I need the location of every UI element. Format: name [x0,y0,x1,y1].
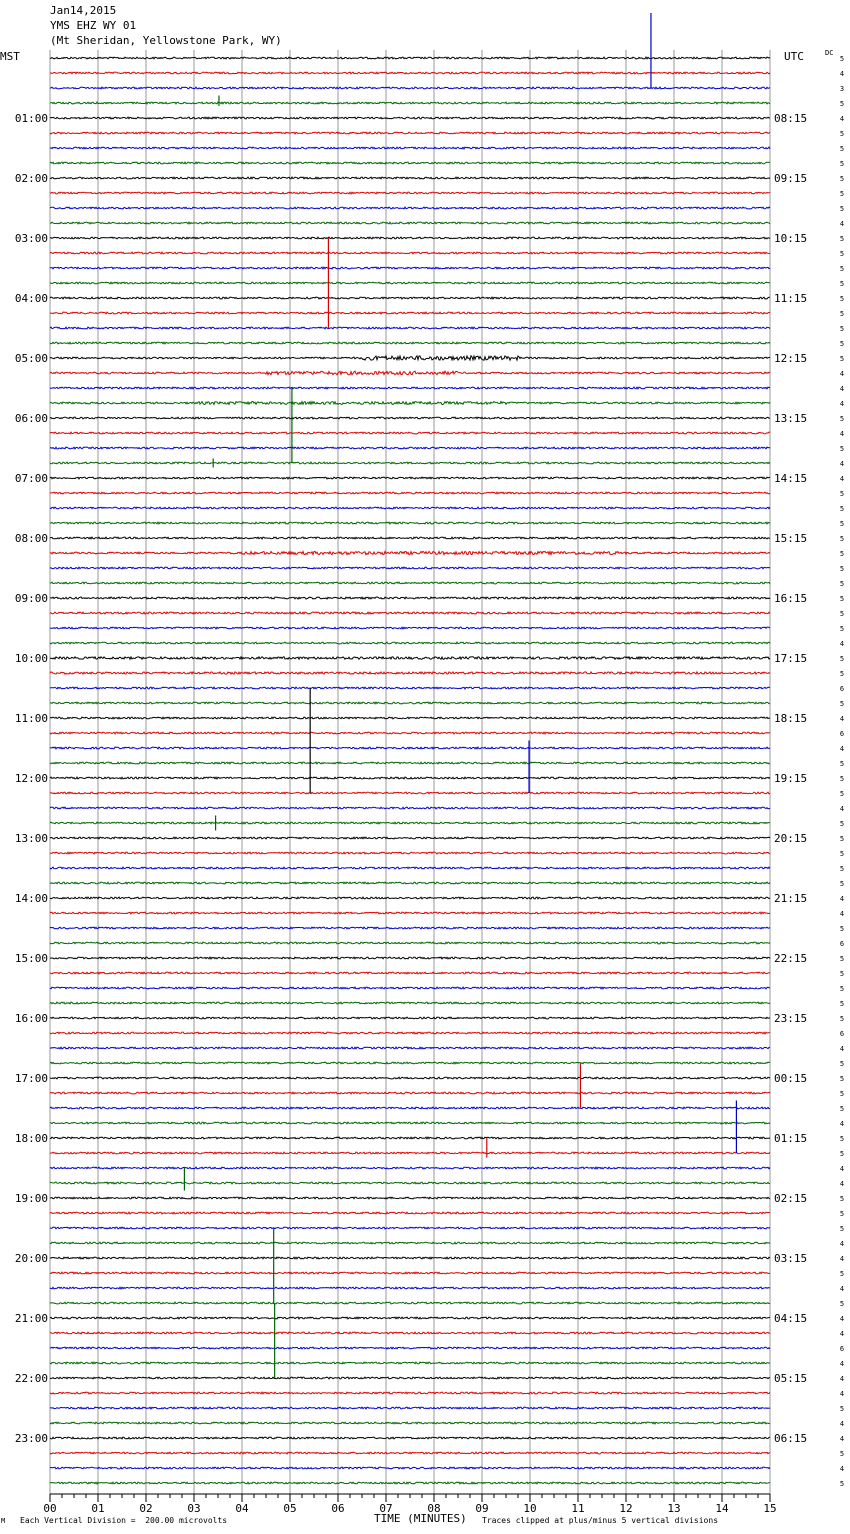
right-hour-label: 11:15 [774,292,808,305]
right-hour-label: 12:15 [774,352,808,365]
x-tick-label: 01 [91,1502,105,1515]
trace-row [50,551,770,554]
x-tick-label: 07 [379,1502,393,1515]
right-hour-label: 10:15 [774,232,808,245]
row-dc-value: 5 [839,250,845,258]
trace-row [50,897,770,899]
row-dc-value: 5 [839,1135,845,1143]
trace-row [50,1347,770,1349]
trace-row [50,1182,770,1184]
row-dc-value: 5 [839,100,845,108]
right-hour-label: 23:15 [774,1012,808,1025]
row-dc-value: 4 [839,910,845,918]
row-dc-value: 5 [839,160,845,168]
left-hour-label: 05:00 [14,352,48,365]
row-dc-value: 4 [839,1465,845,1473]
left-hour-label: 02:00 [14,172,48,185]
row-dc-value: 5 [839,610,845,618]
row-dc-value: 5 [839,190,845,198]
x-tick-label: 14 [715,1502,729,1515]
row-dc-value: 4 [839,1285,845,1293]
x-axis-title: TIME (MINUTES) [374,1512,467,1525]
trace-row [50,912,770,914]
corner-mark: M [1,1517,6,1525]
row-dc-value: 4 [839,1315,845,1323]
right-hour-label: 14:15 [774,472,808,485]
row-dc-value: 5 [839,205,845,213]
row-dc-value: 5 [839,670,845,678]
trace-row [50,417,770,419]
trace-row [50,1077,770,1079]
trace-row [50,597,770,599]
trace-row [50,1107,770,1109]
row-dc-value: 5 [839,1015,845,1023]
row-dc-value: 5 [839,415,845,423]
row-dc-value: 4 [839,1180,845,1188]
right-hour-label: 00:15 [774,1072,808,1085]
trace-row [50,1047,770,1049]
x-tick-label: 08 [427,1502,441,1515]
trace-row [50,1197,770,1199]
clip-note: Traces clipped at plus/minus 5 vertical divisions [482,1516,719,1525]
left-hour-label: 22:00 [14,1372,48,1385]
right-hour-label: 04:15 [774,1312,808,1325]
row-dc-value: 5 [839,850,845,858]
trace-row [50,1422,770,1424]
x-tick-label: 00 [43,1502,57,1515]
left-hour-label: 03:00 [14,232,48,245]
row-dc-value: 5 [839,1075,845,1083]
trace-row [50,282,770,284]
trace-row [50,237,770,239]
row-dc-value: 5 [839,520,845,528]
left-hour-label: 20:00 [14,1252,48,1265]
row-dc-value: 5 [839,1450,845,1458]
trace-row [50,72,770,74]
right-hour-label: 03:15 [774,1252,808,1265]
right-hour-label: 18:15 [774,712,808,725]
trace-row [50,1152,770,1154]
trace-row [50,1302,770,1304]
trace-row [50,867,770,869]
row-dc-value: 4 [839,1045,845,1053]
trace-row [50,1137,770,1139]
left-hour-label: 09:00 [14,592,48,605]
trace-row [50,1467,770,1469]
time-gridlines [50,50,770,1494]
row-dc-value: 5 [839,775,845,783]
right-timezone: UTC [784,50,804,63]
row-dc-value: 4 [839,385,845,393]
trace-row [50,1002,770,1004]
row-dc-value: 4 [839,1390,845,1398]
trace-row [50,117,770,119]
trace-row [50,852,770,854]
x-tick-label: 03 [187,1502,201,1515]
trace-row [50,837,770,839]
row-dc-value: 4 [839,1255,845,1263]
row-dc-value: 4 [839,475,845,483]
trace-row [50,1437,770,1439]
trace-row [50,537,770,539]
row-dc-value: 4 [839,1330,845,1338]
row-dc-value: 4 [839,715,845,723]
trace-row [50,1242,770,1244]
row-dc-value: 6 [839,1345,845,1353]
trace-row [50,1032,770,1034]
row-dc-value: 5 [839,325,845,333]
x-tick-label: 15 [763,1502,777,1515]
row-dc-value: 5 [839,880,845,888]
trace-row [50,747,770,749]
row-dc-value: 5 [839,295,845,303]
trace-row [50,567,770,569]
x-tick-label: 06 [331,1502,345,1515]
station-code: YMS EHZ WY 01 [50,19,137,32]
right-hour-label: 16:15 [774,592,808,605]
left-timezone: MST [0,50,20,63]
row-dc-value: 4 [839,370,845,378]
row-dc-value: 5 [839,175,845,183]
row-dc-value: 5 [839,1195,845,1203]
row-dc-value: 6 [839,730,845,738]
trace-row [50,147,770,149]
row-dc-value: 4 [839,640,845,648]
trace-row [50,312,770,314]
trace-row [50,356,770,360]
row-dc-value: 5 [839,1405,845,1413]
right-hour-label: 02:15 [774,1192,808,1205]
row-dc-value: 4 [839,400,845,408]
left-hour-label: 08:00 [14,532,48,545]
trace-row [50,627,770,629]
row-dc-value: 5 [839,1480,845,1488]
plot-date: Jan14,2015 [50,4,117,17]
row-dc-value: 5 [839,445,845,453]
row-dc-value: 5 [839,1210,845,1218]
left-hour-label: 01:00 [14,112,48,125]
trace-row [50,702,770,704]
row-dc-value: 5 [839,265,845,273]
row-dc-value: 4 [839,1420,845,1428]
row-dc-value: 5 [839,565,845,573]
trace-row [50,402,770,405]
row-dc-value: 5 [839,55,845,63]
trace-row [50,942,770,944]
trace-row [50,507,770,509]
row-dc-value: 5 [839,955,845,963]
trace-row [50,582,770,584]
row-dc-value: 5 [839,535,845,543]
trace-row [50,387,770,389]
row-dc-value: 5 [839,280,845,288]
x-tick-label: 12 [619,1502,633,1515]
trace-row [50,207,770,209]
left-hour-label: 18:00 [14,1132,48,1145]
right-hour-label: 22:15 [774,952,808,965]
trace-row [50,1017,770,1019]
row-dc-value: 3 [839,85,845,93]
trace-row [50,222,770,224]
trace-row [50,777,770,779]
row-dc-value: 4 [839,805,845,813]
right-hour-label: 21:15 [774,892,808,905]
row-dc-value: 5 [839,970,845,978]
right-hour-label: 05:15 [774,1372,808,1385]
trace-row [50,492,770,494]
trace-row [50,972,770,974]
left-hour-label: 16:00 [14,1012,48,1025]
row-dc-value: 4 [839,1120,845,1128]
left-hour-label: 10:00 [14,652,48,665]
trace-row [50,57,770,59]
row-dc-value: 5 [839,550,845,558]
trace-row [50,1212,770,1214]
trace-row [50,657,770,659]
trace-row [50,102,770,104]
row-dc-value: 5 [839,490,845,498]
row-dc-value: 5 [839,1090,845,1098]
trace-row [50,432,770,434]
row-dc-value: 5 [839,1300,845,1308]
row-dc-value: 5 [839,145,845,153]
left-hour-label: 21:00 [14,1312,48,1325]
trace-row [50,297,770,299]
trace-row [50,1257,770,1259]
row-dc-value: 5 [839,130,845,138]
row-dc-value: 5 [839,1000,845,1008]
left-hour-label: 19:00 [14,1192,48,1205]
trace-row [50,687,770,689]
station-location: (Mt Sheridan, Yellowstone Park, WY) [50,34,282,47]
left-hour-label: 23:00 [14,1432,48,1445]
trace-row [50,462,770,464]
trace-row [50,672,770,674]
row-dc-value: 5 [839,505,845,513]
left-hour-label: 12:00 [14,772,48,785]
row-dc-value: 5 [839,1225,845,1233]
right-hour-label: 17:15 [774,652,808,665]
row-dc-value: 5 [839,655,845,663]
row-dc-value: 4 [839,70,845,78]
row-dc-value: 5 [839,1060,845,1068]
trace-row [50,927,770,929]
right-hour-label: 20:15 [774,832,808,845]
row-dc-value: 5 [839,985,845,993]
trace-row [50,1452,770,1454]
right-hour-label: 01:15 [774,1132,808,1145]
row-dc-value: 5 [839,1105,845,1113]
row-dc-value: 4 [839,1375,845,1383]
right-hour-label: 09:15 [774,172,808,185]
x-tick-label: 05 [283,1502,297,1515]
right-hour-label: 19:15 [774,772,808,785]
row-dc-value: 5 [839,790,845,798]
row-dc-value: 5 [839,835,845,843]
trace-row [50,1122,770,1124]
x-tick-label: 10 [523,1502,537,1515]
row-dc-value: 5 [839,340,845,348]
trace-row [50,252,770,254]
trace-row [50,717,770,719]
trace-row [50,1062,770,1064]
row-dc-value: 4 [839,115,845,123]
row-dc-value: 4 [839,1360,845,1368]
x-tick-label: 04 [235,1502,249,1515]
trace-row [50,1287,770,1289]
row-dc-value: 5 [839,865,845,873]
row-dc-value: 5 [839,925,845,933]
trace-row [50,792,770,794]
row-dc-value: 4 [839,1165,845,1173]
row-dc-value: 5 [839,235,845,243]
trace-row [50,342,770,344]
row-dc-value: 5 [839,1270,845,1278]
trace-row [50,447,770,449]
left-hour-label: 04:00 [14,292,48,305]
trace-row [50,1272,770,1274]
trace-row [50,1407,770,1409]
trace-row [50,762,770,764]
left-hour-label: 13:00 [14,832,48,845]
right-hour-label: 08:15 [774,112,808,125]
right-hour-label: 13:15 [774,412,808,425]
row-dc-value: 5 [839,580,845,588]
trace-row [50,1362,770,1364]
left-hour-label: 07:00 [14,472,48,485]
row-dc-value: 5 [839,625,845,633]
row-dc-value: 6 [839,1030,845,1038]
trace-row [50,132,770,134]
trace-row [50,477,770,479]
trace-row [50,642,770,644]
right-hour-label: 06:15 [774,1432,808,1445]
row-dc-value: 5 [839,1150,845,1158]
row-dc-value: 5 [839,760,845,768]
trace-row [50,882,770,884]
dc-label: DC [825,49,834,57]
trace-row [50,1092,770,1094]
scale-note: Each Vertical Division = 200.00 microvolts [20,1516,228,1525]
trace-row [50,267,770,269]
trace-row [50,1167,770,1169]
row-dc-value: 4 [839,1435,845,1443]
trace-row [50,87,770,89]
left-hour-label: 06:00 [14,412,48,425]
trace-row [50,612,770,614]
trace-row [50,1377,770,1379]
trace-row [50,327,770,329]
trace-row [50,522,770,524]
trace-row [50,807,770,809]
row-dc-value: 6 [839,685,845,693]
trace-row [50,177,770,179]
row-dc-value: 4 [839,430,845,438]
trace-row [50,1392,770,1394]
trace-row [50,1332,770,1334]
row-dc-value: 4 [839,895,845,903]
row-dc-value: 5 [839,355,845,363]
trace-row [50,1317,770,1319]
x-tick-label: 09 [475,1502,489,1515]
row-dc-value: 4 [839,220,845,228]
trace-row [50,822,770,824]
trace-row [50,957,770,959]
trace-row [50,162,770,164]
left-hour-label: 17:00 [14,1072,48,1085]
seismic-traces [50,13,770,1484]
trace-row [50,987,770,989]
left-hour-label: 14:00 [14,892,48,905]
trace-row [50,732,770,734]
row-dc-value: 5 [839,820,845,828]
row-dc-value: 5 [839,595,845,603]
trace-row [50,192,770,194]
row-dc-value: 4 [839,745,845,753]
trace-row [50,371,770,375]
left-hour-label: 15:00 [14,952,48,965]
row-dc-value: 4 [839,460,845,468]
row-dc-value: 6 [839,940,845,948]
trace-row [50,1482,770,1484]
row-dc-value: 4 [839,1240,845,1248]
x-tick-label: 11 [571,1502,585,1515]
right-hour-label: 15:15 [774,532,808,545]
left-hour-label: 11:00 [14,712,48,725]
x-tick-label: 13 [667,1502,681,1515]
row-dc-value: 5 [839,310,845,318]
x-tick-label: 02 [139,1502,153,1515]
trace-row [50,1227,770,1229]
row-dc-value: 5 [839,700,845,708]
